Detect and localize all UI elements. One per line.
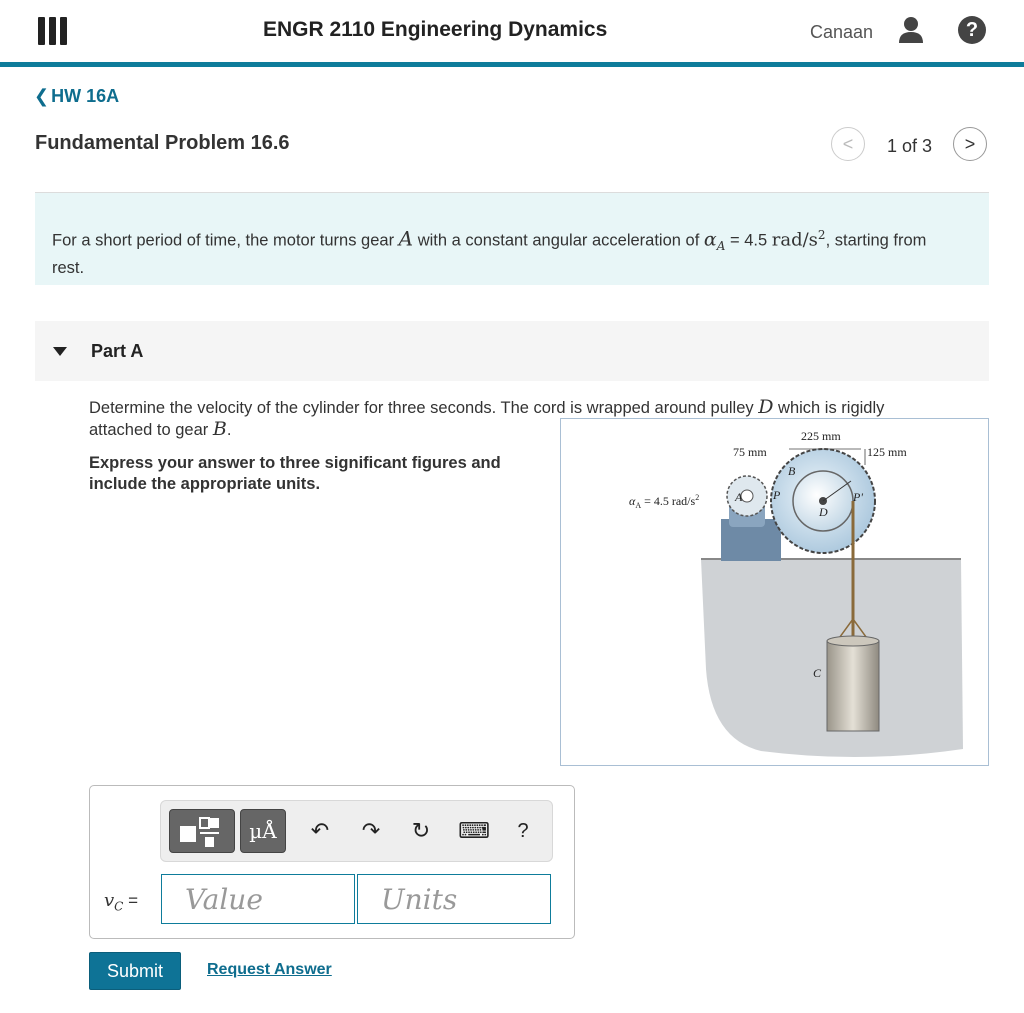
accel-alpha: α xyxy=(629,494,636,508)
units-input[interactable] xyxy=(357,874,551,924)
gear-a-symbol: A xyxy=(398,226,414,251)
intro-text-part: For a short period of time, the motor turns gear xyxy=(52,231,399,250)
next-problem-button[interactable] xyxy=(953,127,987,161)
part-label: Part A xyxy=(91,341,144,361)
accel-label xyxy=(629,493,699,510)
alpha-value: = 4.5 xyxy=(729,231,768,250)
header-rule xyxy=(0,62,1024,67)
request-answer-link[interactable]: Request Answer xyxy=(207,961,332,978)
top-bar xyxy=(0,0,1024,62)
problem-title: Fundamental Problem 16.6 xyxy=(35,132,290,154)
intro-text-part: with a constant angular acceleration of xyxy=(413,231,704,250)
gear-b-symbol: B xyxy=(212,418,227,440)
variable-label xyxy=(104,890,138,913)
label-p-prime: P' xyxy=(853,490,863,504)
keyboard-icon[interactable]: ⌨ xyxy=(458,818,490,843)
part-a-header[interactable] xyxy=(35,321,989,381)
alpha-unit: rad/s xyxy=(771,229,818,251)
question-text-part: Determine the velocity of the cylinder for three seconds. The cord is wrapped around pulley xyxy=(89,399,759,417)
help-icon[interactable]: ? xyxy=(517,820,529,842)
label-a: A xyxy=(735,490,743,504)
dim-125: 125 mm xyxy=(867,445,907,459)
course-title: ENGR 2110 Engineering Dynamics xyxy=(263,18,608,41)
gear-a-hub xyxy=(741,490,753,502)
label-p: P xyxy=(773,488,781,502)
user-icon[interactable] xyxy=(898,16,924,44)
chevron-left-icon: < xyxy=(842,134,854,154)
units-button[interactable]: µÅ xyxy=(240,809,286,853)
intro-text xyxy=(52,224,962,279)
problem-position: 1 of 3 xyxy=(887,136,933,156)
previous-problem-button[interactable] xyxy=(831,127,865,161)
cylinder-c xyxy=(827,641,879,731)
gear-pulley-diagram xyxy=(561,419,989,766)
templates-icon xyxy=(170,810,236,854)
accel-subscript: A xyxy=(635,501,642,510)
menu-icon[interactable] xyxy=(38,17,68,45)
chevron-left-icon: ❮ xyxy=(34,86,50,106)
dim-225: 225 mm xyxy=(801,429,841,443)
back-link-label: HW 16A xyxy=(51,86,120,106)
submit-button[interactable]: Submit xyxy=(89,952,181,990)
label-d: D xyxy=(819,505,828,519)
label-c: C xyxy=(813,666,822,680)
back-link[interactable] xyxy=(34,86,119,107)
variable-symbol: v xyxy=(104,890,115,911)
answer-box xyxy=(89,785,575,939)
reset-icon[interactable]: ↻ xyxy=(411,818,431,843)
dim-75: 75 mm xyxy=(733,445,767,459)
instruction-text: Express your answer to three significant figures and include the appropriate units. xyxy=(89,454,501,493)
accel-value: = 4.5 rad/s xyxy=(641,494,696,508)
alpha-unit-exponent: 2 xyxy=(817,228,826,242)
chevron-right-icon: > xyxy=(964,134,976,154)
pulley-d-symbol: D xyxy=(758,396,774,418)
user-name[interactable]: Canaan xyxy=(810,22,874,42)
problem-figure xyxy=(560,418,989,766)
help-icon[interactable]: ? xyxy=(958,16,986,44)
math-toolbar xyxy=(160,800,553,862)
value-input[interactable] xyxy=(161,874,355,924)
label-b: B xyxy=(788,464,796,478)
alpha-symbol: α xyxy=(703,228,717,251)
question-text-part: . xyxy=(226,421,232,439)
templates-button[interactable] xyxy=(169,809,235,853)
undo-icon[interactable]: ↶ xyxy=(310,818,330,843)
alpha-subscript: A xyxy=(716,238,726,253)
caret-down-icon xyxy=(53,347,67,356)
variable-subscript: C xyxy=(114,899,124,914)
accel-exponent: 2 xyxy=(695,493,700,502)
question-text-part: which is rigidly attached to gear xyxy=(89,399,885,439)
redo-icon[interactable]: ↷ xyxy=(361,818,381,843)
variable-equals: = xyxy=(123,891,139,910)
intro-text-part: , starting from rest. xyxy=(52,231,927,277)
cylinder-top xyxy=(827,636,879,646)
